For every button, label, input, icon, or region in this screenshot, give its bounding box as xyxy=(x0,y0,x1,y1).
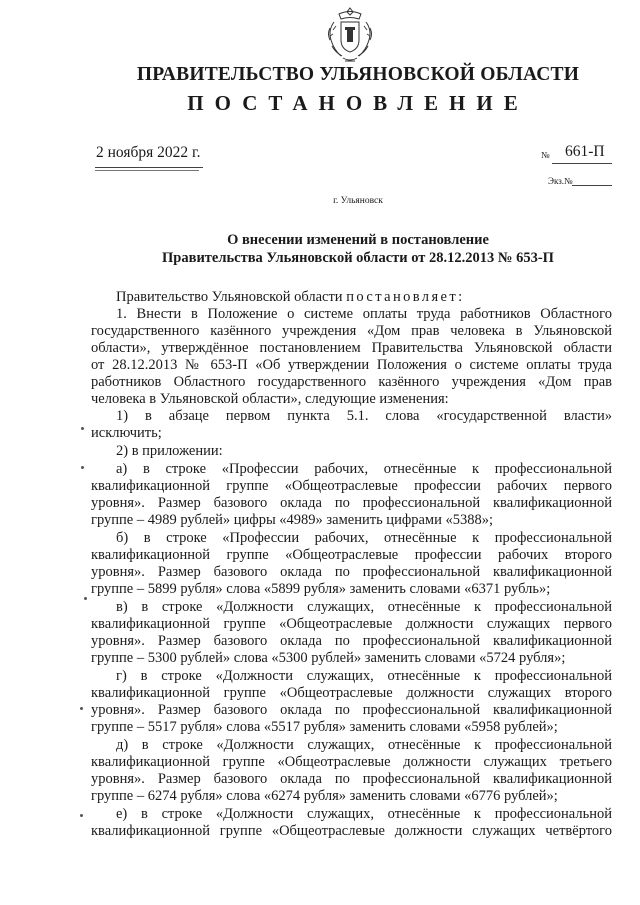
document-subject xyxy=(0,231,640,267)
coat-of-arms-emblem xyxy=(325,6,375,64)
body-line: б) в строке «Профессии рабочих, отнесённые к профессиональной xyxy=(116,530,612,546)
scan-speck xyxy=(81,427,84,430)
body-line: от 28.12.2013 № 653-П «Об утверждении Положения о системе оплаты труда xyxy=(91,357,612,373)
subject-line-2: Правительства Ульяновской области от 28.12.2013 № 653-П xyxy=(162,250,554,266)
body-line: 2) в приложении: xyxy=(116,443,223,459)
body-line: 1. Внести в Положение о системе оплаты труда работников Областного xyxy=(116,306,612,322)
body-line: уровня». Размер базового оклада по профессиональной квалификационной xyxy=(91,633,612,649)
body-line: 1) в абзаце первом пункта 5.1. слова «государственной власти» xyxy=(116,408,612,424)
number-label: № xyxy=(541,150,550,160)
body-line: области», утверждённое постановлением Правительства Ульяновской области xyxy=(91,340,612,356)
body-line: квалификационной группе «Общеотраслевые профессии рабочих второго xyxy=(91,547,612,563)
date-underline xyxy=(95,167,203,168)
intro-text: Правительство Ульяновской области xyxy=(116,289,347,305)
body-line: уровня». Размер базового оклада по профессиональной квалификационной xyxy=(91,564,612,580)
body-line: д) в строке «Должности служащих, отнесённые к профессиональной xyxy=(116,737,612,753)
document-number: 661-П xyxy=(565,143,605,160)
body-line: а) в строке «Профессии рабочих, отнесённые к профессиональной xyxy=(116,461,612,477)
body-line: исключить; xyxy=(91,425,162,441)
government-title: ПРАВИТЕЛЬСТВО УЛЬЯНОВСКОЙ ОБЛАСТИ xyxy=(136,64,580,85)
scan-speck xyxy=(80,707,83,710)
intro-keyword: постановляет: xyxy=(346,289,465,305)
scan-speck xyxy=(84,597,87,600)
copy-number-line xyxy=(572,185,612,186)
body-line: группе – 6274 рубля» слова «6274 рубля» заменить словами «6776 рублей»; xyxy=(91,788,558,804)
date-underline-second xyxy=(95,170,199,171)
body-line: работников Областного государственного казённого учреждения «Дом прав xyxy=(91,374,612,390)
body-line: уровня». Размер базового оклада по профессиональной квалификационной xyxy=(91,702,612,718)
body-line: уровня». Размер базового оклада по профессиональной квалификационной xyxy=(91,771,612,787)
body-line: группе – 5517 рубля» слова «5517 рубля» заменить словами «5958 рублей»; xyxy=(91,719,558,735)
intro-paragraph xyxy=(116,288,465,306)
body-line: группе – 5300 рублей» слова «5300 рублей» заменить словами «5724 рубля»; xyxy=(91,650,566,666)
body-line: квалификационной группе «Общеотраслевые должности служащих второго xyxy=(91,685,612,701)
body-line: в) в строке «Должности служащих, отнесённые к профессиональной xyxy=(116,599,612,615)
document-type-title: ПОСТАНОВЛЕНИЕ xyxy=(187,91,529,115)
body-line: группе – 4989 рублей» цифры «4989» заменить цифрами «5388»; xyxy=(91,512,493,528)
body-line: г) в строке «Должности служащих, отнесённые к профессиональной xyxy=(116,668,612,684)
body-line: квалификационной группе «Общеотраслевые должности служащих четвёртого xyxy=(91,823,612,839)
body-line: человека в Ульяновской области», следующие изменения: xyxy=(91,391,449,407)
body-line: группе – 5899 рубля» слова «5899 рубля» заменить словами «6371 рубль»; xyxy=(91,581,551,597)
city-name: г. Ульяновск xyxy=(333,196,383,206)
body-line: государственного казённого учреждения «Дом прав человека в Ульяновской xyxy=(91,323,612,339)
copy-number-label: Экз.№ xyxy=(548,176,573,186)
scan-speck xyxy=(80,814,83,817)
body-line: квалификационной группе «Общеотраслевые профессии рабочих первого xyxy=(91,478,612,494)
body-line: уровня». Размер базового оклада по профессиональной квалификационной xyxy=(91,495,612,511)
document-date: 2 ноября 2022 г. xyxy=(96,144,201,161)
body-line: квалификационной группе «Общеотраслевые должности служащих третьего xyxy=(91,754,612,770)
number-underline xyxy=(552,163,612,164)
body-line: е) в строке «Должности служащих, отнесённые к профессиональной xyxy=(116,806,612,822)
scan-speck xyxy=(81,466,84,469)
body-line: квалификационной группе «Общеотраслевые должности служащих первого xyxy=(91,616,612,632)
subject-line-1: О внесении изменений в постановление xyxy=(227,232,489,248)
